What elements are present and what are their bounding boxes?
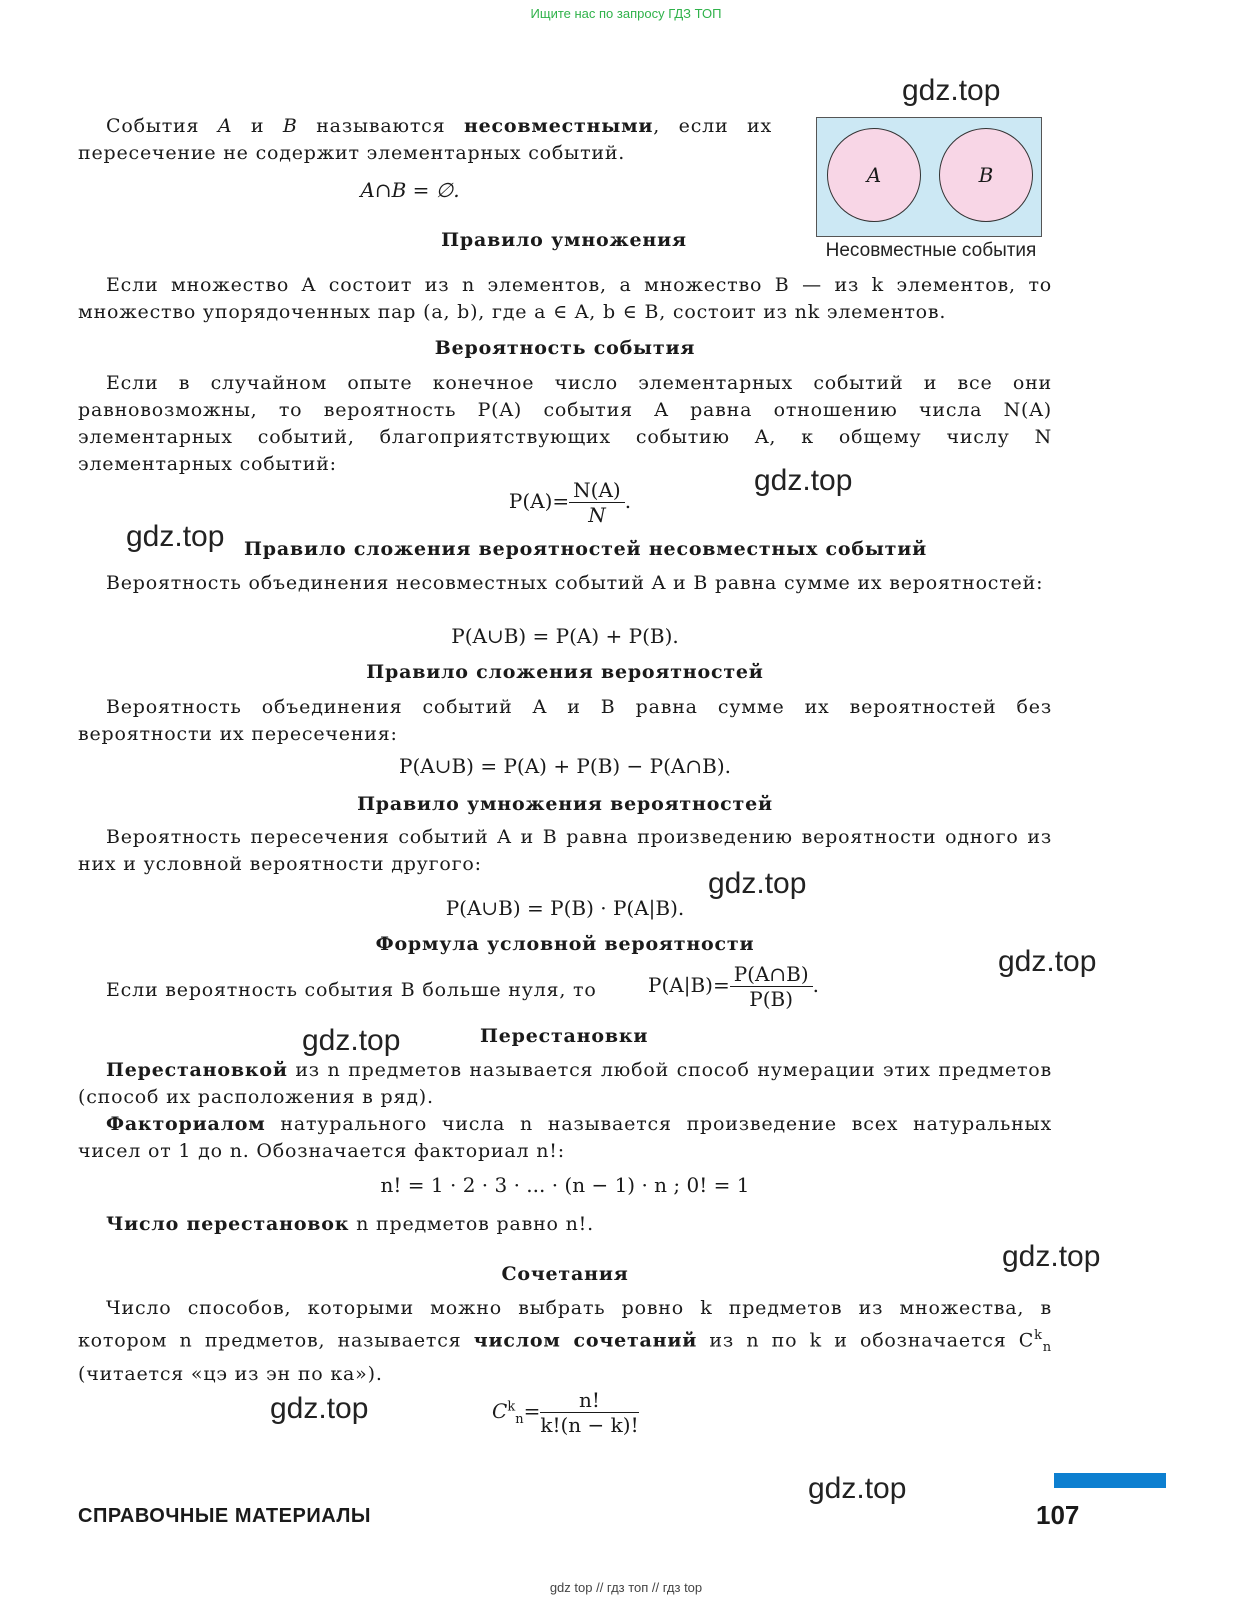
page-accent-bar bbox=[1054, 1473, 1166, 1488]
venn-caption: Несовместные события bbox=[825, 240, 1037, 261]
conditional-text: Если вероятность события B больше нуля, то bbox=[106, 979, 597, 1001]
top-note: Ищите нас по запросу ГДЗ ТОП bbox=[530, 6, 722, 21]
section-title: Вероятность события bbox=[434, 337, 696, 359]
watermark: gdz.top bbox=[126, 520, 225, 553]
factorial-definition: Факториалом натурального числа n называется произведение всех натуральных чисел от 1 до n. Обозначается факториал n!: bbox=[78, 1113, 1052, 1162]
watermark: gdz.top bbox=[302, 1024, 401, 1057]
combinations-formula: $C^k_n=$ $\frac{n!}{k!(n - k)!}$ bbox=[492, 1388, 639, 1437]
permutation-count: Число перестановок n предметов равно n!. bbox=[106, 1213, 594, 1235]
watermark: gdz.top bbox=[808, 1472, 907, 1505]
venn-circle-a: A bbox=[827, 128, 921, 222]
section-title: Правило сложения вероятностей bbox=[366, 661, 764, 683]
section-title: Сочетания bbox=[501, 1263, 629, 1285]
watermark: gdz.top bbox=[708, 867, 807, 900]
section-title: Перестановки bbox=[480, 1025, 649, 1047]
mult-rule-text: Если множество A состоит из n элементов, а множество B — из k элементов, то множество упорядоченных пар (a, b), где a ∈ A, b ∈ B, состоит из nk элементов. bbox=[78, 274, 1052, 323]
conditional-formula: P(A|B)= $\frac{P(A\cap B)}{P(B)}$ . bbox=[648, 962, 820, 1011]
add-incompatible-text: Вероятность объединения несовместных событий A и B равна сумме их вероятностей: bbox=[106, 572, 1044, 594]
permutation-definition: Перестановкой из n предметов называется любой способ нумерации этих предметов (способ их расположения в ряд). bbox=[78, 1059, 1052, 1108]
page-number: 107 bbox=[1036, 1500, 1080, 1530]
combinations-text: Число способов, которыми можно выбрать ровно k предметов из множества, в котором n предметов, называется числом сочетаний из n по k и обозначается $C^k_n$ (читается «цэ из эн по ка»). bbox=[78, 1297, 1052, 1386]
probability-text: Если в случайном опыте конечное число элементарных событий и все они равновозможны, то вероятность P(A) события A равна отношению числа N(A) элементарных событий, благоприятствующих событию A, к общему числу N элементарных событий: bbox=[78, 372, 1052, 475]
add-rule-formula: P(A∪B) = P(A) + P(B) − P(A∩B). bbox=[399, 754, 731, 778]
factorial-formula: n! = 1 · 2 · 3 · ... · (n − 1) · n ; 0! = 1 bbox=[380, 1173, 750, 1197]
add-rule-text: Вероятность объединения событий A и B равна сумме их вероятностей без вероятности их пересечения: bbox=[78, 696, 1052, 745]
watermark: gdz.top bbox=[754, 464, 853, 497]
watermark: gdz.top bbox=[270, 1392, 369, 1425]
mult-prob-formula: P(A∪B) = P(B) · P(A|B). bbox=[445, 896, 685, 920]
venn-diagram bbox=[816, 117, 1042, 237]
venn-circle-b: B bbox=[939, 128, 1033, 222]
section-title: Правило умножения bbox=[441, 229, 687, 251]
footer-section-name: СПРАВОЧНЫЕ МАТЕРИАЛЫ bbox=[78, 1505, 371, 1527]
add-incompatible-formula: P(A∪B) = P(A) + P(B). bbox=[451, 624, 679, 648]
incompatible-formula: A∩B = ∅. bbox=[360, 178, 460, 202]
watermark: gdz.top bbox=[902, 74, 1001, 107]
watermark: gdz.top bbox=[998, 945, 1097, 978]
section-title: Правило умножения вероятностей bbox=[357, 793, 773, 815]
mult-prob-text: Вероятность пересечения событий A и B равна произведению вероятности одного из них и условной вероятности другого: bbox=[78, 826, 1052, 875]
probability-formula: P(A)= $\frac{N(A)}{N}$ . bbox=[508, 478, 632, 527]
watermark: gdz.top bbox=[1002, 1240, 1101, 1273]
section-title: Правило сложения вероятностей несовместных событий bbox=[244, 538, 928, 560]
incompatible-definition: События A и B называются несовместными, если их пересечение не содержит элементарных событий. bbox=[78, 115, 772, 164]
section-title: Формула условной вероятности bbox=[375, 933, 755, 955]
bottom-note: gdz top // гдз топ // гдз top bbox=[549, 1580, 703, 1595]
